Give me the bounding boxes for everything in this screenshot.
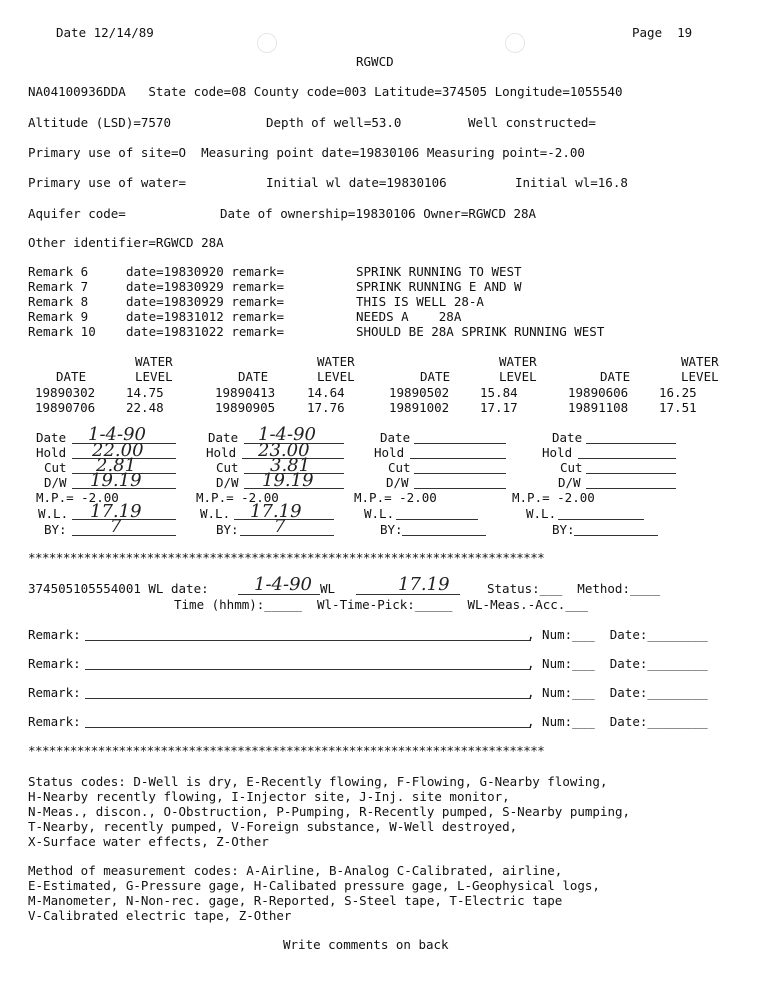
remark-date: date=19831012 remark= bbox=[126, 309, 285, 324]
wl-label: WL bbox=[320, 581, 336, 596]
method-codes-line: M-Manometer, N-Non-rec. gage, R-Reported, S-Steel tape, T-Electric tape bbox=[28, 893, 563, 908]
field-dw-label: D/W bbox=[44, 475, 67, 490]
col-header-level: LEVEL bbox=[135, 369, 173, 384]
entry-site-id: 374505105554001 WL date: bbox=[28, 581, 209, 596]
status-codes-line: T-Nearby, recently pumped, V-Foreign substance, W-Well destroyed, bbox=[28, 819, 518, 834]
table-cell-level: 14.64 bbox=[307, 385, 345, 400]
page-title: RGWCD bbox=[356, 54, 394, 69]
remark-entry-num-date[interactable]: , Num:___ Date:________ bbox=[527, 627, 708, 642]
remark-label: Remark 8 bbox=[28, 294, 89, 309]
method-codes-line: V-Calibrated electric tape, Z-Other bbox=[28, 908, 292, 923]
field-cut-label: Cut bbox=[44, 460, 67, 475]
other-identifier: Other identifier=RGWCD 28A bbox=[28, 235, 224, 250]
method-codes-line: E-Estimated, G-Pressure gage, H-Calibated pressure gage, L-Geophysical logs, bbox=[28, 878, 600, 893]
field-by-label: BY: bbox=[552, 522, 575, 537]
field-by-label: BY: bbox=[380, 522, 403, 537]
remark-entry-line[interactable] bbox=[85, 669, 531, 670]
field-hold-label: Hold bbox=[374, 445, 405, 460]
remark-text: NEEDS A 28A bbox=[356, 309, 462, 324]
col-header-water: WATER bbox=[317, 354, 355, 369]
remark-label: Remark 6 bbox=[28, 264, 89, 279]
table-cell-level: 16.25 bbox=[659, 385, 697, 400]
col-header-date: DATE bbox=[238, 369, 269, 384]
field-mp-label: M.P.= -2.00 bbox=[512, 490, 595, 505]
field-by-line bbox=[72, 535, 176, 536]
col-header-level: LEVEL bbox=[681, 369, 719, 384]
well-depth: Depth of well=53.0 bbox=[266, 115, 402, 130]
field-cut-label: Cut bbox=[388, 460, 411, 475]
field-date-line[interactable] bbox=[414, 443, 506, 444]
status-codes-line: H-Nearby recently flowing, I-Injector site, J-Inj. site monitor, bbox=[28, 789, 510, 804]
field-date-line[interactable] bbox=[586, 443, 676, 444]
remark-entry-line[interactable] bbox=[85, 698, 531, 699]
status-codes-line: X-Surface water effects, Z-Other bbox=[28, 834, 269, 849]
remark-text: SPRINK RUNNING TO WEST bbox=[356, 264, 522, 279]
field-date-label: Date bbox=[208, 430, 239, 445]
field-cut-value[interactable]: 2.81 bbox=[96, 455, 137, 476]
field-hold-label: Hold bbox=[206, 445, 237, 460]
table-cell-date: 19890706 bbox=[35, 400, 96, 415]
col-header-date: DATE bbox=[420, 369, 451, 384]
primary-use-water: Primary use of water= bbox=[28, 175, 187, 190]
table-cell-date: 19890302 bbox=[35, 385, 96, 400]
field-wl-line[interactable] bbox=[558, 519, 644, 520]
field-wl-line[interactable] bbox=[396, 519, 478, 520]
field-by-line bbox=[240, 535, 334, 536]
remark-date: date=19831022 remark= bbox=[126, 324, 285, 339]
field-dw-line[interactable] bbox=[414, 488, 506, 489]
remark-date: date=19830920 remark= bbox=[126, 264, 285, 279]
altitude: Altitude (LSD)=7570 bbox=[28, 115, 171, 130]
field-cut-label: Cut bbox=[216, 460, 239, 475]
method-codes-line: Method of measurement codes: A-Airline, B-Analog C-Calibrated, airline, bbox=[28, 863, 563, 878]
status-method[interactable]: Status:___ Method:____ bbox=[487, 581, 661, 596]
field-by-value[interactable]: 7 bbox=[110, 516, 122, 537]
remark-entry-label: Remark: bbox=[28, 627, 81, 642]
punch-hole-left bbox=[257, 33, 277, 53]
field-date-label: Date bbox=[36, 430, 67, 445]
remark-entry-label: Remark: bbox=[28, 685, 81, 700]
field-by-label: BY: bbox=[44, 522, 67, 537]
remark-text: SPRINK RUNNING E AND W bbox=[356, 279, 522, 294]
field-dw-line[interactable] bbox=[586, 488, 676, 489]
table-cell-date: 19890905 bbox=[215, 400, 276, 415]
table-cell-level: 17.51 bbox=[659, 400, 697, 415]
page-number: Page 19 bbox=[632, 25, 693, 40]
remark-text: SHOULD BE 28A SPRINK RUNNING WEST bbox=[356, 324, 605, 339]
table-cell-level: 22.48 bbox=[126, 400, 164, 415]
table-cell-date: 19890413 bbox=[215, 385, 276, 400]
field-date-value[interactable]: 1-4-90 bbox=[258, 424, 316, 445]
field-hold-value[interactable]: 23.00 bbox=[258, 440, 310, 461]
field-cut-value[interactable]: 3.81 bbox=[270, 455, 311, 476]
field-by-value[interactable]: 7 bbox=[274, 516, 286, 537]
status-codes-line: N-Meas., discon., O-Obstruction, P-Pumping, R-Recently pumped, S-Nearby pumping, bbox=[28, 804, 631, 819]
field-dw-value[interactable]: 19.19 bbox=[262, 470, 314, 491]
remark-entry-num-date[interactable]: , Num:___ Date:________ bbox=[527, 656, 708, 671]
remark-label: Remark 7 bbox=[28, 279, 89, 294]
col-header-level: LEVEL bbox=[499, 369, 537, 384]
field-by-line[interactable] bbox=[574, 535, 658, 536]
initial-wl-date: Initial wl date=19830106 bbox=[266, 175, 447, 190]
aquifer-code: Aquifer code= bbox=[28, 206, 126, 221]
table-cell-level: 14.75 bbox=[126, 385, 164, 400]
wl-date-value[interactable]: 1-4-90 bbox=[254, 574, 312, 595]
field-cut-label: Cut bbox=[560, 460, 583, 475]
field-dw-label: D/W bbox=[216, 475, 239, 490]
field-cut-line[interactable] bbox=[414, 473, 506, 474]
col-header-date: DATE bbox=[600, 369, 631, 384]
table-cell-date: 19891002 bbox=[389, 400, 450, 415]
field-mp-label: M.P.= -2.00 bbox=[196, 490, 279, 505]
ownership: Date of ownership=19830106 Owner=RGWCD 28A bbox=[220, 206, 537, 221]
site-id-line: NA04100936DDA State code=08 County code=003 Latitude=374505 Longitude=1055540 bbox=[28, 84, 623, 99]
field-hold-label: Hold bbox=[542, 445, 573, 460]
field-wl-value[interactable]: 17.19 bbox=[90, 501, 142, 522]
field-wl-label: W.L. bbox=[526, 506, 557, 521]
remark-date: date=19830929 remark= bbox=[126, 294, 285, 309]
remark-entry-label: Remark: bbox=[28, 714, 81, 729]
field-by-label: BY: bbox=[216, 522, 239, 537]
col-header-water: WATER bbox=[681, 354, 719, 369]
field-wl-label: W.L. bbox=[38, 506, 69, 521]
table-cell-level: 17.17 bbox=[480, 400, 518, 415]
table-cell-date: 19891108 bbox=[568, 400, 629, 415]
field-cut-line[interactable] bbox=[586, 473, 676, 474]
table-cell-level: 17.76 bbox=[307, 400, 345, 415]
table-cell-date: 19890502 bbox=[389, 385, 450, 400]
col-header-water: WATER bbox=[135, 354, 173, 369]
remark-entry-num-date[interactable]: , Num:___ Date:________ bbox=[527, 685, 708, 700]
field-wl-value[interactable]: 17.19 bbox=[250, 501, 302, 522]
field-dw-label: D/W bbox=[558, 475, 581, 490]
field-hold-value[interactable]: 22.00 bbox=[92, 440, 144, 461]
status-codes-line: Status codes: D-Well is dry, E-Recently flowing, F-Flowing, G-Nearby flowing, bbox=[28, 774, 608, 789]
footer-note: Write comments on back bbox=[283, 937, 449, 952]
remark-entry-line[interactable] bbox=[85, 727, 531, 728]
field-hold-label: Hold bbox=[36, 445, 67, 460]
field-date-label: Date bbox=[552, 430, 583, 445]
field-wl-label: W.L. bbox=[364, 506, 395, 521]
remark-text: THIS IS WELL 28-A bbox=[356, 294, 484, 309]
table-cell-level: 15.84 bbox=[480, 385, 518, 400]
field-by-line[interactable] bbox=[402, 535, 486, 536]
field-dw-value[interactable]: 19.19 bbox=[90, 470, 142, 491]
table-cell-date: 19890606 bbox=[568, 385, 629, 400]
time-fields[interactable]: Time (hhmm):_____ Wl-Time-Pick:_____ WL-Meas.-Acc.___ bbox=[174, 597, 588, 612]
well-constructed: Well constructed= bbox=[468, 115, 596, 130]
initial-wl: Initial wl=16.8 bbox=[515, 175, 628, 190]
field-dw-label: D/W bbox=[386, 475, 409, 490]
field-mp-label: M.P.= -2.00 bbox=[36, 490, 119, 505]
field-date-value[interactable]: 1-4-90 bbox=[88, 424, 146, 445]
field-hold-line[interactable] bbox=[410, 458, 506, 459]
field-date-label: Date bbox=[380, 430, 411, 445]
col-header-water: WATER bbox=[499, 354, 537, 369]
remark-entry-num-date[interactable]: , Num:___ Date:________ bbox=[527, 714, 708, 729]
field-mp-label: M.P.= -2.00 bbox=[354, 490, 437, 505]
wl-value[interactable]: 17.19 bbox=[398, 574, 450, 595]
separator-line: ************************************************************************** bbox=[28, 550, 545, 565]
separator-line: ************************************************************************** bbox=[28, 743, 545, 758]
field-hold-line[interactable] bbox=[578, 458, 676, 459]
remark-label: Remark 9 bbox=[28, 309, 89, 324]
field-wl-label: W.L. bbox=[200, 506, 231, 521]
col-header-date: DATE bbox=[56, 369, 87, 384]
punch-hole-right bbox=[505, 33, 525, 53]
remark-entry-line[interactable] bbox=[85, 640, 531, 641]
remark-date: date=19830929 remark= bbox=[126, 279, 285, 294]
remark-entry-label: Remark: bbox=[28, 656, 81, 671]
col-header-level: LEVEL bbox=[317, 369, 355, 384]
remark-label: Remark 10 bbox=[28, 324, 96, 339]
primary-use-site: Primary use of site=O Measuring point date=19830106 Measuring point=-2.00 bbox=[28, 145, 585, 160]
report-date: Date 12/14/89 bbox=[56, 25, 154, 40]
